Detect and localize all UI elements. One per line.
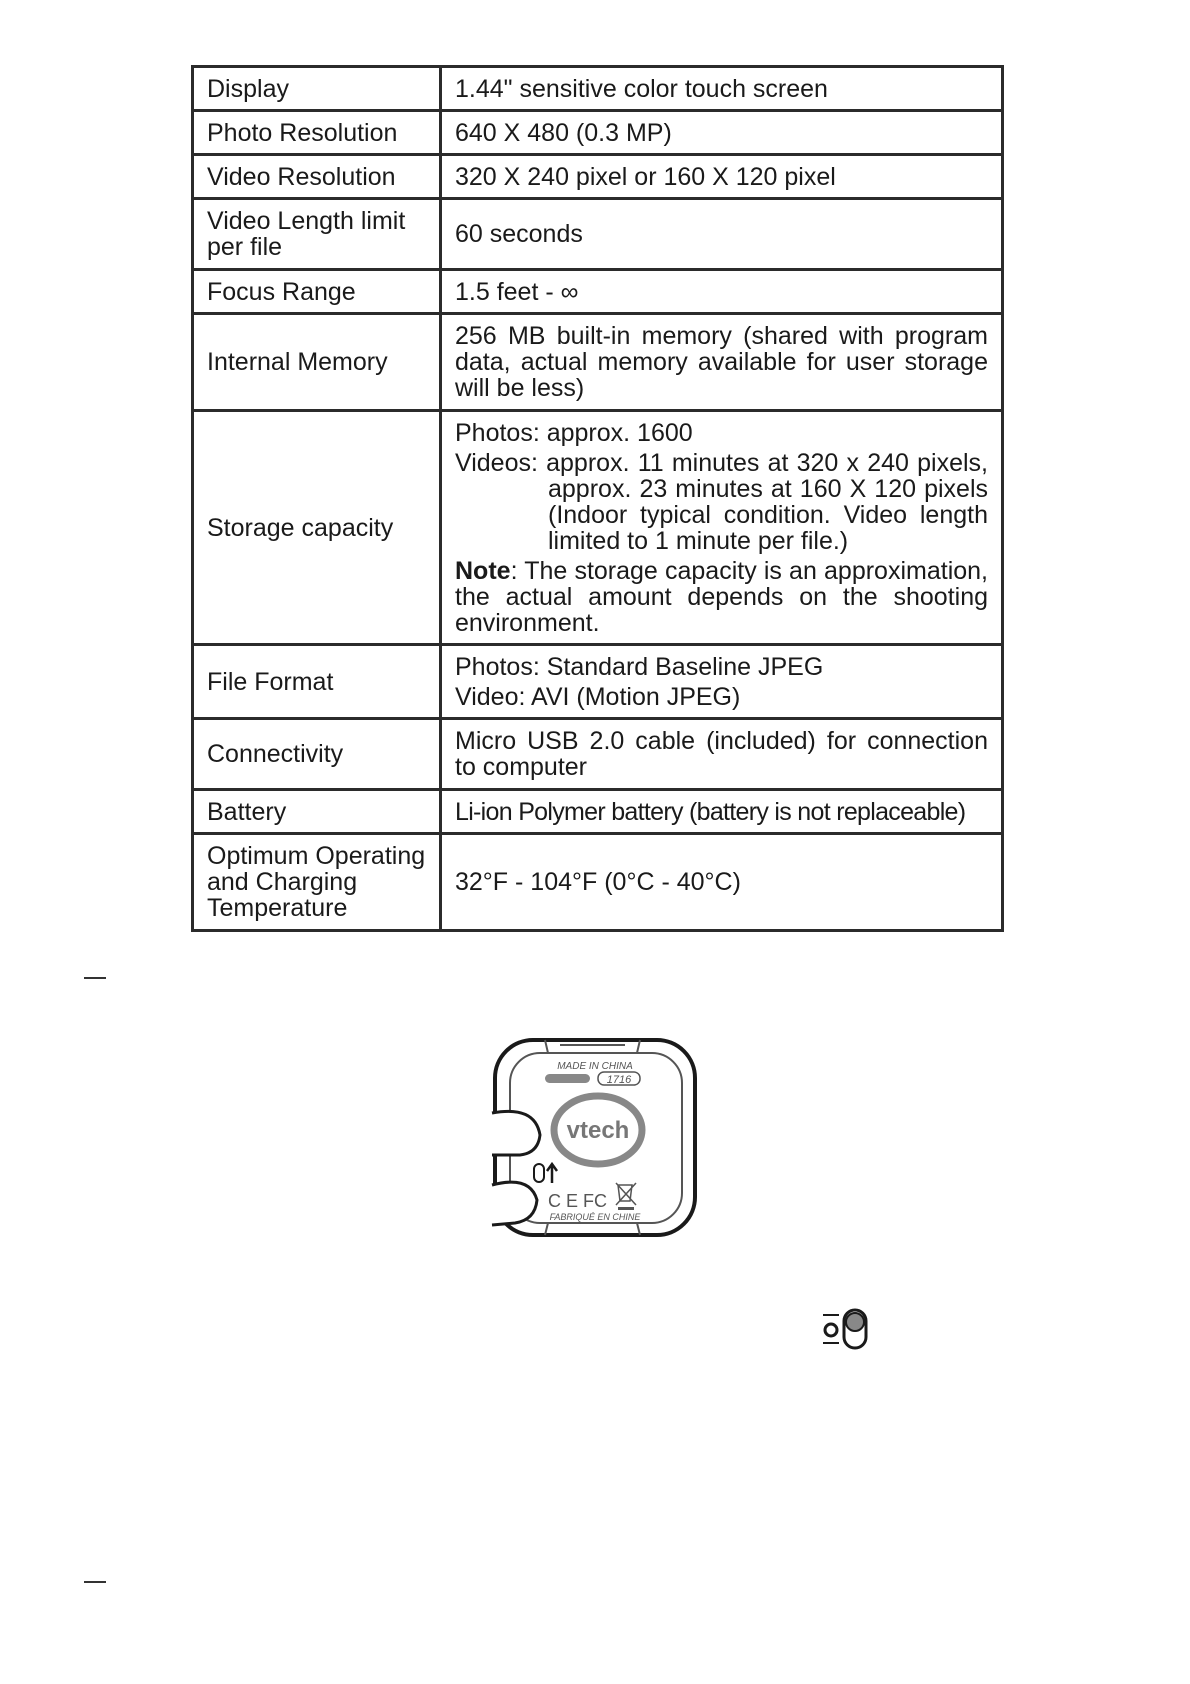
spec-label: Storage capacity [193, 411, 441, 645]
spec-value [441, 645, 1003, 719]
fingernail-bottom [492, 1182, 537, 1225]
table-row [193, 314, 1003, 411]
note-text: : The storage capacity is an approximation, the actual amount depends on the shooting environment. [455, 556, 988, 637]
spec-value: Li-ion Polymer battery (battery is not replaceable) [441, 790, 1003, 834]
spec-value: 1.5 feet - ∞ [441, 270, 1003, 314]
margin-mark-top [84, 977, 106, 979]
spec-value: Micro USB 2.0 cable (included) for connection to computer [441, 719, 1003, 790]
recycle-bin-icon [616, 1183, 636, 1205]
table-row [193, 270, 1003, 314]
reset-switch-icon-inline [822, 1308, 870, 1352]
margin-mark-bottom [84, 1581, 106, 1583]
watch-back-illustration [490, 1035, 700, 1240]
table-row [193, 411, 1003, 645]
spec-value: 320 X 240 pixel or 160 X 120 pixel [441, 155, 1003, 199]
storage-videos: Videos: approx. 11 minutes at 320 x 240 pixels, approx. 23 minutes at 160 X 120 pixels (Indoor typical condition. Video length limited to 1 minute per file.) [455, 448, 988, 555]
spec-label: Focus Range [193, 270, 441, 314]
model-number: 1716 [606, 1074, 632, 1086]
arrow-up-icon [547, 1164, 557, 1183]
table-row [193, 790, 1003, 834]
specifications-table [191, 65, 1004, 932]
table-row [193, 67, 1003, 111]
table-row [193, 834, 1003, 931]
spec-label: Photo Resolution [193, 111, 441, 155]
spec-label: Connectivity [193, 719, 441, 790]
spec-value: 640 X 480 (0.3 MP) [441, 111, 1003, 155]
spec-label: File Format [193, 645, 441, 719]
made-in-china-label: MADE IN CHINA [557, 1061, 633, 1072]
spec-value: 60 seconds [441, 199, 1003, 270]
certification-marks: C E FC [548, 1191, 608, 1211]
note-label: Note [455, 556, 511, 585]
spec-value [441, 411, 1003, 645]
label-pill [545, 1074, 590, 1083]
spec-label: Display [193, 67, 441, 111]
vtech-logo: vtech [566, 1117, 630, 1144]
table-row [193, 719, 1003, 790]
spec-value: 32°F - 104°F (0°C - 40°C) [441, 834, 1003, 931]
spec-label: Internal Memory [193, 314, 441, 411]
spec-value: 1.44" sensitive color touch screen [441, 67, 1003, 111]
table-row [193, 111, 1003, 155]
format-photos: Photos: Standard Baseline JPEG [455, 652, 824, 681]
fingernail-top [492, 1111, 540, 1155]
spec-label: Video Resolution [193, 155, 441, 199]
storage-photos: Photos: approx. 1600 [455, 418, 693, 447]
spec-label: Video Length limit per file [193, 199, 441, 270]
spec-value: 256 MB built-in memory (shared with program data, actual memory available for user storage will be less) [441, 314, 1003, 411]
storage-note [455, 558, 988, 636]
spec-label: Battery [193, 790, 441, 834]
spec-label: Optimum Operating and Charging Temperature [193, 834, 441, 931]
table-row [193, 155, 1003, 199]
fabrique-en-chine-label: FABRIQUÉ EN CHINE [549, 1212, 641, 1222]
table-row [193, 645, 1003, 719]
recycle-bar [618, 1207, 634, 1210]
table-row [193, 199, 1003, 270]
format-video: Video: AVI (Motion JPEG) [455, 682, 741, 711]
reset-switch-icon [534, 1164, 544, 1182]
